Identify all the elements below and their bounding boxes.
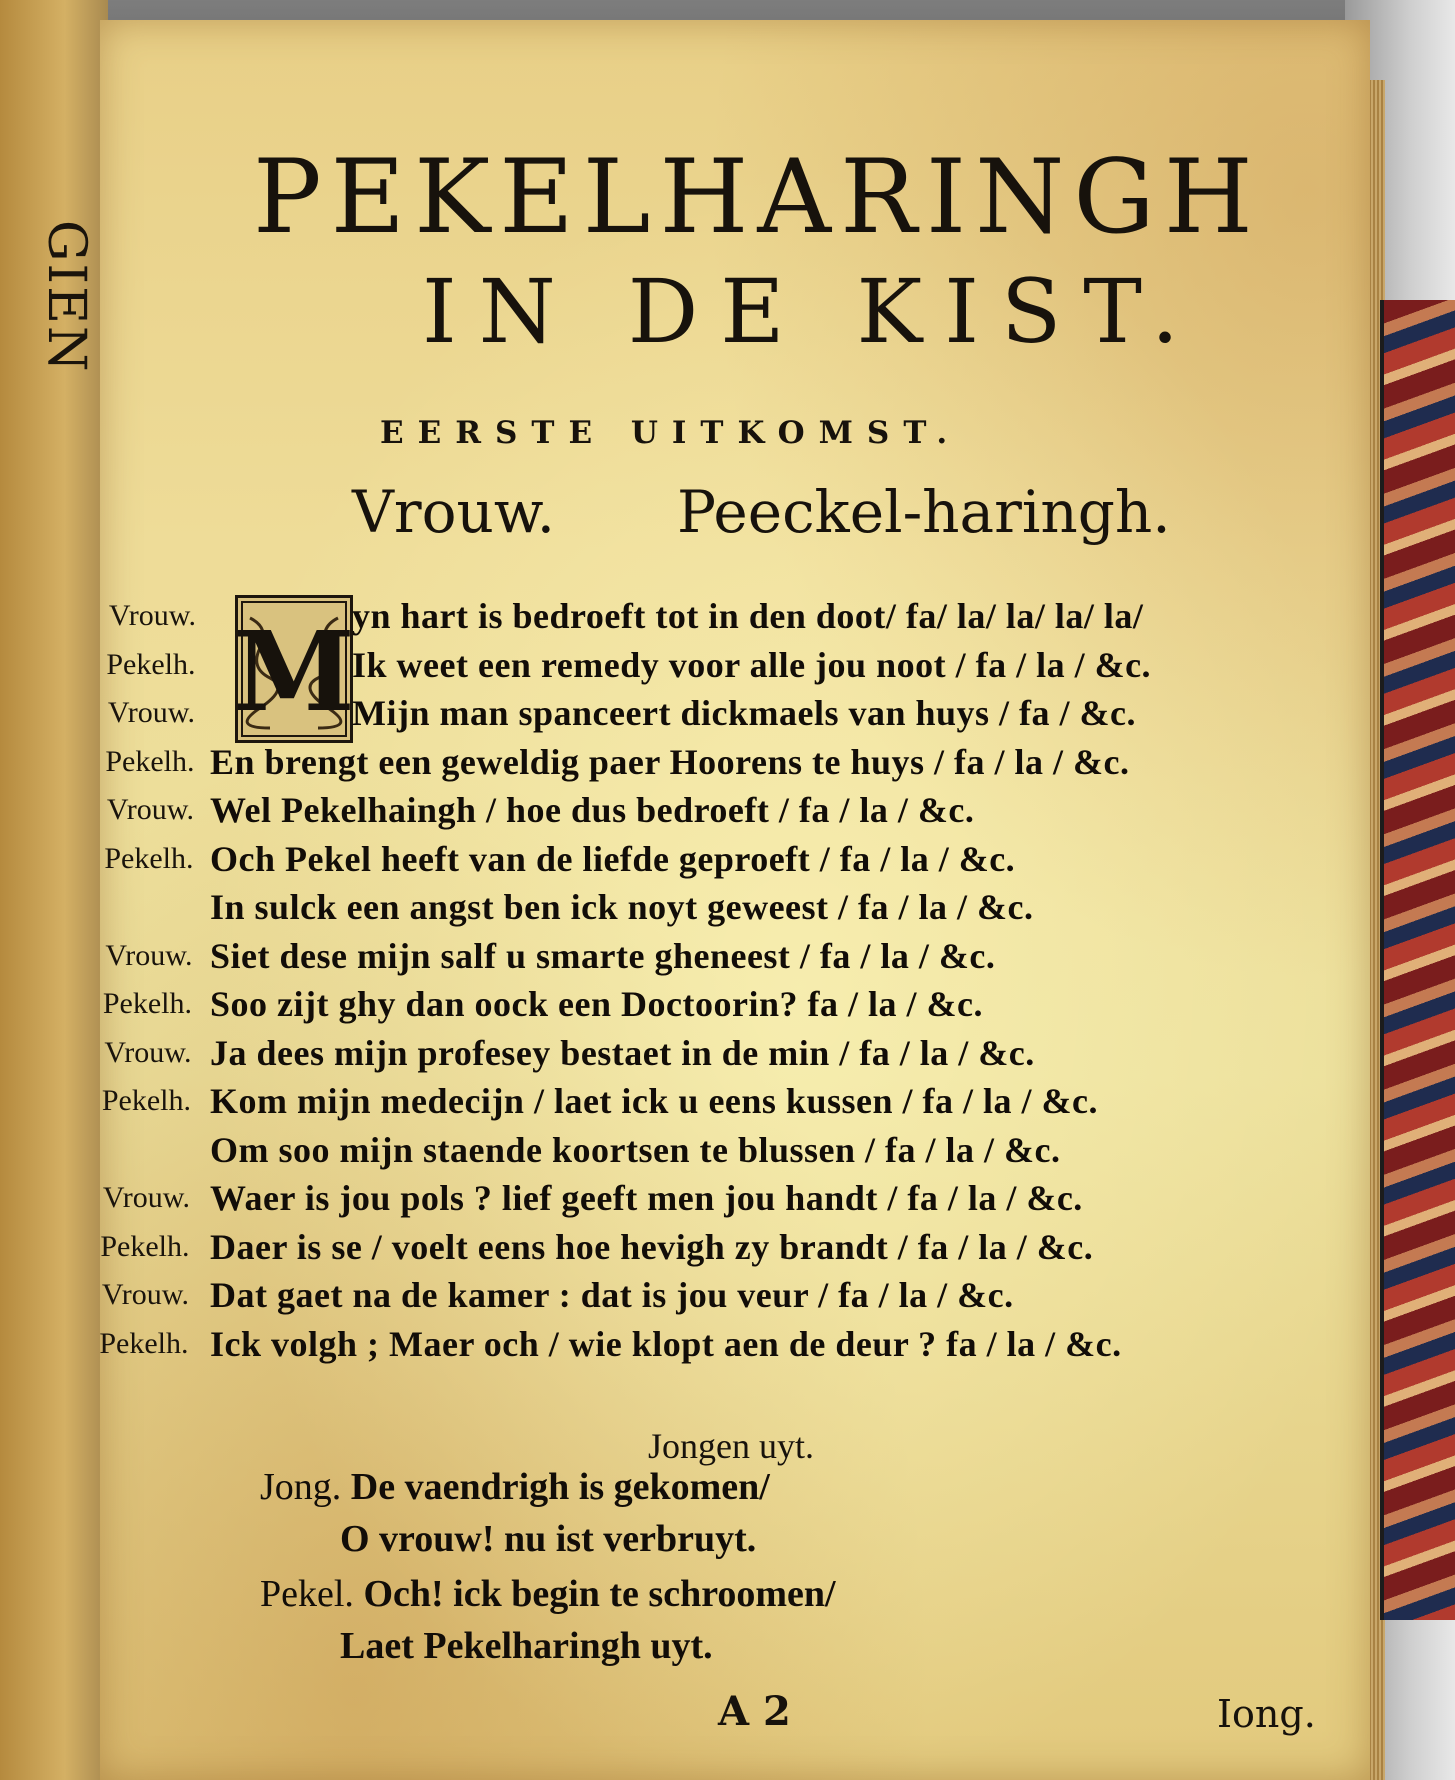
signature-mark: A 2 xyxy=(718,1688,791,1735)
drop-cap-initial xyxy=(235,595,353,743)
speaker-label: Pekel. xyxy=(260,1573,364,1615)
character-heading-pekel: Peeckel-haringh. xyxy=(677,478,1171,546)
speaker-label: Vrouw. xyxy=(101,1278,189,1311)
speaker-label: Vrouw. xyxy=(108,599,196,632)
left-page-edge xyxy=(0,0,108,1780)
ornament-icon xyxy=(238,598,350,740)
verse-line: Mijn man spanceert dickmaels van huys / fa / &c. xyxy=(352,693,1136,733)
speaker-label: Jong. xyxy=(260,1466,351,1508)
verse-line: Dat gaet na de kamer : dat is jou veur / fa / la / &c. xyxy=(210,1275,1014,1315)
marbled-cover-edge xyxy=(1380,300,1455,1620)
verse-line: Ja dees mijn profesey bestaet in de min / fa / la / &c. xyxy=(210,1032,1035,1073)
verse-line: Daer is se / voelt eens hoe hevigh zy brandt / fa / la / &c. xyxy=(210,1226,1094,1267)
verse-line: En brengt een geweldig paer Hoorens te huys / fa / la / &c. xyxy=(210,741,1130,782)
speaker-label: Vrouw. xyxy=(105,938,193,972)
title-line-1: PEKELHARINGH xyxy=(253,138,1262,257)
title-line-2: IN DE KIST. xyxy=(422,260,1202,363)
left-page-text: GIEN xyxy=(36,220,96,374)
closing-line xyxy=(260,1465,770,1509)
verse-line: Soo zijt ghy dan oock een Doctoorin? fa / la / &c. xyxy=(210,984,983,1024)
speaker-label: Vrouw. xyxy=(102,1181,190,1214)
speaker-label: Vrouw. xyxy=(104,1035,192,1069)
verse-text: O vrouw! nu ist verbruyt. xyxy=(340,1518,757,1560)
closing-line xyxy=(340,1517,756,1561)
speaker-label: Pekelh. xyxy=(102,987,192,1020)
verse-line: yn hart is bedroeft tot in den doot/ fa/ la/ la/ la/ la/ xyxy=(352,596,1144,636)
character-heading-vrouw: Vrouw. xyxy=(352,478,556,546)
verse-line: Siet dese mijn salf u smarte gheneest / fa / la / &c. xyxy=(210,935,996,976)
closing-line xyxy=(340,1624,713,1668)
verse-line: Ik weet een remedy voor alle jou noot / fa / la / &c. xyxy=(352,644,1152,685)
catchword: Iong. xyxy=(1217,1692,1316,1736)
closing-line xyxy=(260,1572,836,1616)
verse-line: Om soo mijn staende koortsen te blussen / fa / la / &c. xyxy=(210,1129,1061,1170)
verse-line: Waer is jou pols ? lief geeft men jou handt / fa / la / &c. xyxy=(210,1178,1083,1218)
speaker-label: Pekelh. xyxy=(101,1084,191,1117)
verse-text: Och! ick begin te schroomen/ xyxy=(363,1573,836,1615)
verse-text: Laet Pekelharingh uyt. xyxy=(340,1625,713,1667)
subtitle: EERSTE UITKOMST. xyxy=(380,415,962,451)
verse-line: Och Pekel heeft van de liefde geproeft / fa / la / &c. xyxy=(210,838,1016,879)
verse-text: De vaendrigh is gekomen/ xyxy=(350,1466,770,1508)
speaker-label: Vrouw. xyxy=(107,696,195,729)
speaker-label: Pekelh. xyxy=(100,1229,190,1263)
stage-direction: Jongen uyt. xyxy=(648,1426,814,1466)
speaker-label: Pekelh. xyxy=(105,744,195,778)
verse-line: Wel Pekelhaingh / hoe dus bedroeft / fa / la / &c. xyxy=(210,790,975,830)
book-page xyxy=(100,20,1370,1780)
speaker-label: Pekelh. xyxy=(104,841,194,875)
speaker-label: Pekelh. xyxy=(99,1326,189,1360)
verse-line: Kom mijn medecijn / laet ick u eens kussen / fa / la / &c. xyxy=(210,1081,1098,1121)
verse-line: Ick volgh ; Maer och / wie klopt aen de deur ? fa / la / &c. xyxy=(210,1323,1122,1364)
speaker-label: Pekelh. xyxy=(106,647,196,681)
speaker-label: Vrouw. xyxy=(106,793,194,826)
verse-line: In sulck een angst ben ick noyt geweest / fa / la / &c. xyxy=(210,887,1034,927)
drop-cap-letter: M xyxy=(238,607,350,736)
